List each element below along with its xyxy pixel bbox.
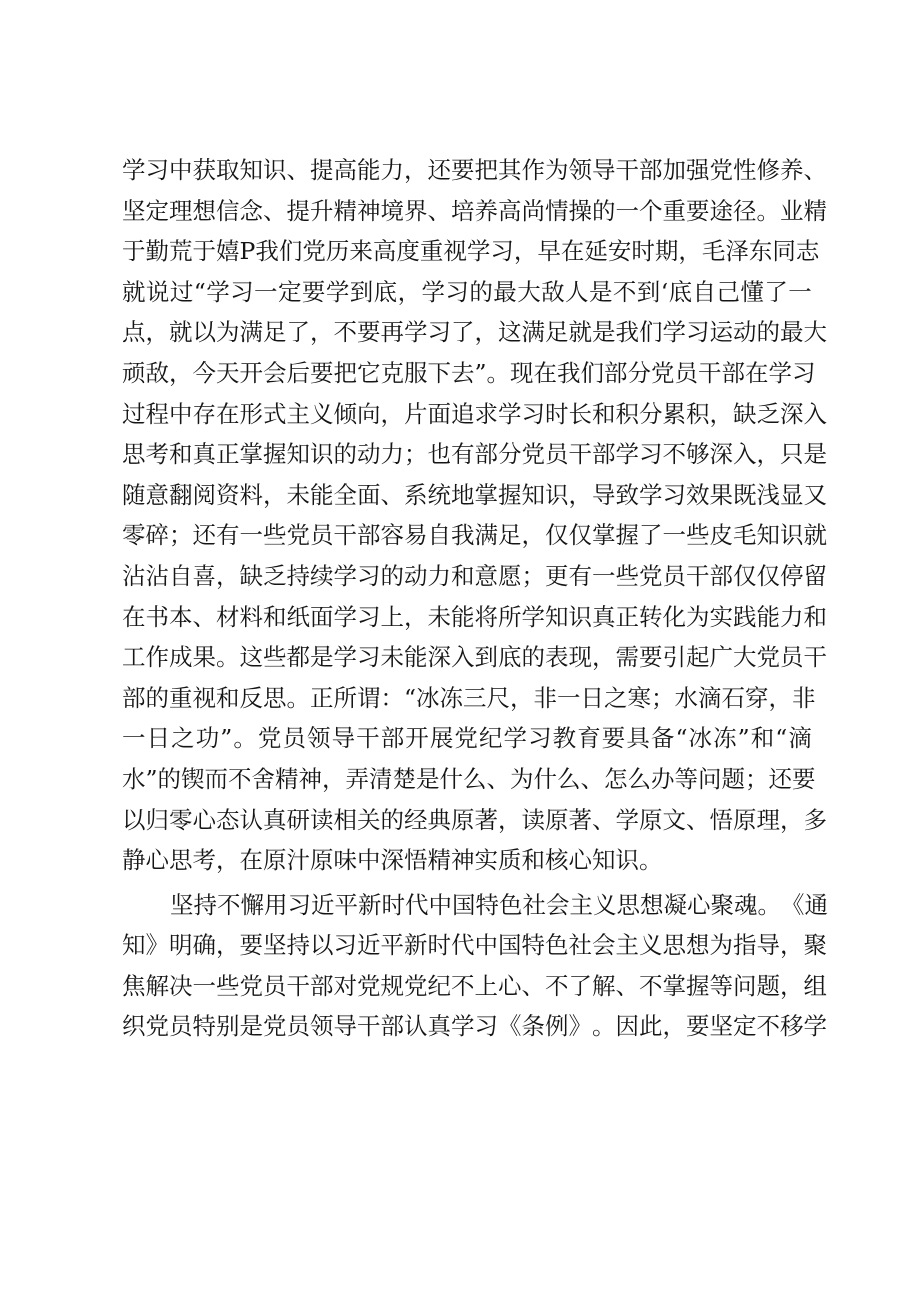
text-line — [122, 475, 827, 516]
text-line — [122, 1006, 827, 1047]
text-line — [122, 885, 828, 926]
text-line — [122, 272, 812, 313]
paragraph — [122, 885, 828, 1047]
line-text: 就 说 过 “ 学 习 一 定 要 学 到 底 ， 学 习 的 最 大 敌 人 是 不 到 ‘ 底 自 己 懂 了 一 — [122, 277, 812, 306]
text-line — [122, 150, 827, 191]
text-line — [122, 515, 827, 556]
paragraph — [122, 150, 827, 881]
text-line — [122, 840, 812, 881]
line-text: 工 作 成 果 。 这 些 都 是 学 习 未 能 深 入 到 底 的 表 现 ， 需 要 引 起 广 大 党 员 干 — [122, 643, 827, 672]
text-line — [122, 678, 816, 719]
text-line — [122, 434, 827, 475]
line-text: 点 ， 就 以 为 满 足 了 ， 不 要 再 学 习 了 ， 这 满 足 就 是 我 们 学 习 运 动 的 最 大 — [122, 318, 827, 347]
text-line — [122, 312, 827, 353]
line-text: 知 》 明 确 ， 要 坚 持 以 习 近 平 新 时 代 中 国 特 色 社 会 主 义 思 想 为 指 导 ， 聚 — [122, 931, 827, 960]
line-text: 静心思考，在原汁原味中深悟精神实质和核心知识。 — [122, 846, 663, 875]
text-line — [122, 925, 827, 966]
text-line — [122, 637, 827, 678]
line-text: 过 程 中 存 在 形 式 主 义 倾 向 ， 片 面 追 求 学 习 时 长 和 积 分 累 积 ， 缺 乏 深 入 — [122, 399, 827, 428]
line-text: 沾 沾 自 喜 ， 缺 乏 持 续 学 习 的 动 力 和 意 愿 ； 更 有 一 些 党 员 干 部 仅 仅 停 留 — [122, 561, 827, 590]
text-line — [122, 353, 816, 394]
body-text — [122, 150, 828, 1047]
text-line — [122, 597, 827, 638]
line-text: 思 考 和 真 正 掌 握 知 识 的 动 力 ； 也 有 部 分 党 员 干 部 学 习 不 够 深 入 ， 只 是 — [122, 440, 827, 469]
line-text: 随 意 翻 阅 资 料 ， 未 能 全 面 、 系 统 地 掌 握 知 识 ， 导 致 学 习 效 果 既 浅 显 又 — [122, 480, 827, 509]
line-text: 一 日 之 功 ” 。 党 员 领 导 干 部 开 展 党 纪 学 习 教 育 要 具 备 “ 冰 冻 ” 和 “ 滴 — [122, 724, 812, 753]
line-text: 焦 解 决 一 些 党 员 干 部 对 党 规 党 纪 不 上 心 、 不 了 解 、 不 掌 握 等 问 题 ， 组 — [122, 971, 827, 1000]
text-line — [122, 556, 827, 597]
text-line — [122, 231, 820, 272]
line-text: 部 的 重 视 和 反 思 。 正 所 谓 ： “ 冰 冻 三 尺 ， 非 一 日 之 寒 ； 水 滴 石 穿 ， 非 — [122, 683, 816, 712]
line-text: 以 归 零 心 态 认 真 研 读 相 关 的 经 典 原 著 ， 读 原 著 、 学 原 文 、 悟 原 理 ， 多 — [122, 805, 827, 834]
line-text: 水 ” 的 锲 而 不 舍 精 神 ， 弄 清 楚 是 什 么 、 为 什 么 、 怎 么 办 等 问 题 ； 还 要 — [122, 764, 816, 793]
line-text: 织 党 员 特 别 是 党 员 领 导 干 部 认 真 学 习 《 条 例 》 。 因 此 ， 要 坚 定 不 移 学 — [122, 1012, 827, 1041]
text-line — [122, 718, 812, 759]
line-text: 坚 持 不 懈 用 习 近 平 新 时 代 中 国 特 色 社 会 主 义 思 想 凝 心 聚 魂 。 《 通 — [170, 890, 828, 919]
line-text: 于 勤 荒 于 嬉 P 我 们 党 历 来 高 度 重 视 学 习 ， 早 在 延 安 时 期 ， 毛 泽 东 同 志 — [122, 237, 820, 266]
text-line — [122, 800, 827, 841]
line-text: 零 碎 ； 还 有 一 些 党 员 干 部 容 易 自 我 满 足 ， 仅 仅 掌 握 了 一 些 皮 毛 知 识 就 — [122, 521, 827, 550]
text-line — [122, 191, 827, 232]
line-text: 学 习 中 获 取 知 识 、 提 高 能 力 ， 还 要 把 其 作 为 领 导 干 部 加 强 党 性 修 养 、 — [122, 156, 827, 184]
text-line — [122, 394, 827, 435]
line-text: 在 书 本 、 材 料 和 纸 面 学 习 上 ， 未 能 将 所 学 知 识 真 正 转 化 为 实 践 能 力 和 — [122, 602, 827, 631]
text-line — [122, 759, 816, 800]
line-text: 坚 定 理 想 信 念 、 提 升 精 神 境 界 、 培 养 高 尚 情 操 的 一 个 重 要 途 径 。 业 精 — [122, 196, 827, 225]
text-line — [122, 966, 827, 1007]
line-text: 顽 敌 ， 今 天 开 会 后 要 把 它 克 服 下 去 ” 。 现 在 我 们 部 分 党 员 干 部 在 学 习 — [122, 358, 816, 387]
